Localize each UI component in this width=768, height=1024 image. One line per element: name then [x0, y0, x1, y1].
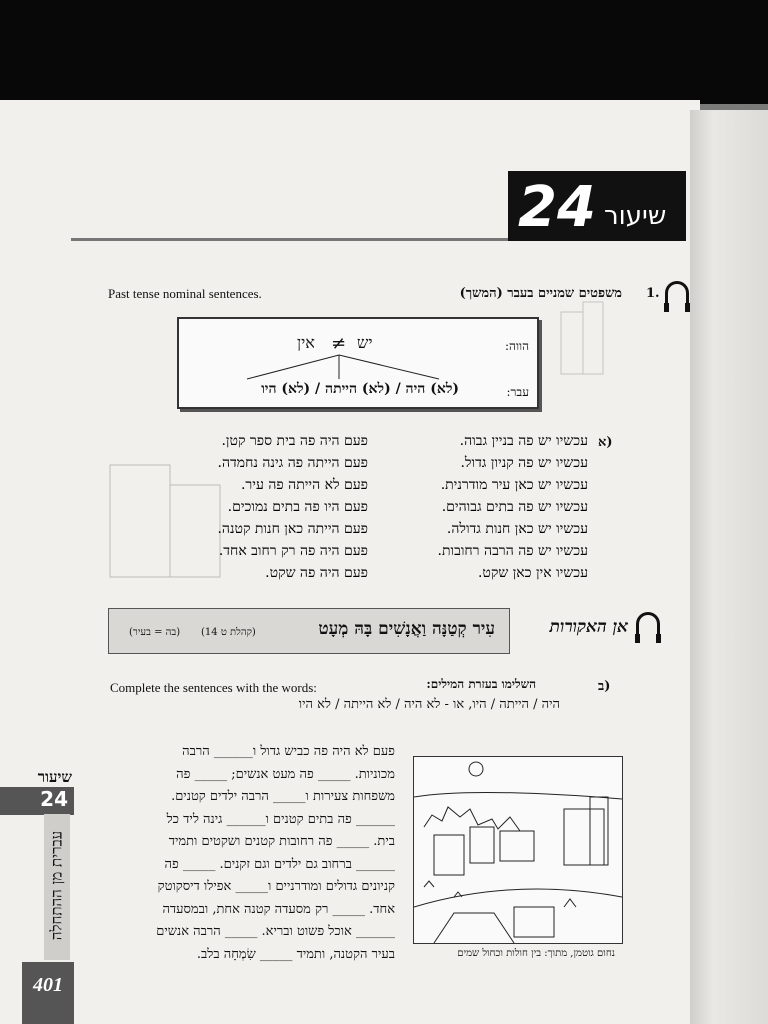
lesson-number: 24 [518, 175, 596, 240]
word-bank: היה / הייתה / היו, או - לא היה / לא הייתה / לא היו [298, 697, 560, 712]
side-tab-label: שיעור [37, 768, 72, 786]
town-drawing [413, 756, 623, 944]
town-sketch [414, 757, 622, 943]
headphones-icon [665, 281, 689, 304]
paragraph-line: קניונים גדולים ומודרניים ו_____ אפילו דיסקוטק [157, 879, 395, 894]
page-number: 401 [33, 974, 63, 996]
past-forms: (לא) היה / (לא) הייתה / (לא) היו [261, 381, 459, 397]
section-hebrew-title: משפטים שמניים בעבר (המשך) [459, 286, 622, 301]
banner-note: (בה = בעיר) [129, 627, 181, 638]
quote-banner [108, 608, 510, 654]
paragraph-line: אחד. _____ רק מסעדה קטנה אחת, ובמסעדה [162, 901, 395, 917]
paragraph-line: בית. _____ פה רחובות קטנים ושקטים ותמיד [168, 834, 395, 849]
banner-source: (קהלת ט 14) [201, 627, 256, 638]
present-label: הווה: [505, 339, 529, 353]
list-item: פעם היו פה בתים נמוכים. [227, 499, 368, 515]
list-item: פעם לא הייתה פה עיר. [240, 477, 368, 493]
banner-title: אן האקורות [549, 617, 628, 637]
exercise-a-left-column [188, 430, 368, 584]
list-item: עכשיו יש כאן חנות גדולה. [446, 521, 588, 537]
list-item: פעם היה פה רק רחוב אחד. [218, 543, 368, 559]
lesson-header-box [508, 171, 686, 241]
branch-lines [239, 353, 479, 383]
page-number-box [22, 962, 74, 1024]
paragraph-line: משפחות צעירות ו_____ הרבה ילדים קטנים. [171, 789, 395, 804]
list-item: פעם היה פה שקט. [265, 565, 368, 581]
paragraph-line: מכוניות. _____ פה מעט אנשים; _____ פה [176, 766, 395, 782]
exercise-b-english-instruction: Complete the sentences with the words: [110, 680, 317, 695]
paragraph-line: ______ פה בתים קטנים ו______ גינה ליד כל [166, 811, 395, 827]
side-tab-strip [44, 814, 70, 960]
fill-in-paragraph [155, 741, 395, 966]
side-tab-number: 24 [40, 787, 68, 811]
exercise-b-label: ב) [598, 679, 611, 694]
exercise-a-right-column [388, 430, 588, 584]
list-item: פעם הייתה כאן חנות קטנה. [217, 521, 368, 537]
paragraph-line: ______ אוכל פשוט ובריא. _____ הרבה אנשים [156, 924, 395, 939]
present-ein: אין [297, 333, 315, 352]
grammar-box [177, 317, 539, 409]
adjacent-page-edge [690, 110, 768, 1024]
list-item: עכשיו אין כאן שקט. [477, 565, 588, 581]
past-label: עבר: [506, 385, 529, 399]
exercise-b-hebrew-instruction: השלימו בעזרת המילים: [426, 677, 536, 691]
paragraph-line: בעיר הקטנה, ותמיד _____ שִׂמְחָה בלב. [196, 946, 395, 962]
list-item: פעם היה פה בית ספר קטן. [221, 433, 368, 449]
list-item: עכשיו יש פה בניין גבוה. [459, 433, 588, 449]
tower-illustration [553, 298, 613, 378]
section-number: 1. [646, 286, 660, 301]
lesson-word: שיעור [604, 201, 667, 231]
list-item: עכשיו יש כאן עיר מודרנית. [440, 477, 588, 493]
banner-quote: עִיר קְטַנָּה וַאֲנָשִׁים בָּהּ מְעָט [318, 619, 495, 639]
exercise-a-label: א) [598, 435, 613, 450]
headphones-icon [636, 612, 660, 635]
drawing-caption: נחום גוטמן, מתוך: בין חולות וכחול שמים [457, 948, 615, 959]
list-item: עכשיו יש פה קניון גדול. [460, 455, 588, 471]
list-item: פעם הייתה פה גינה נחמדה. [217, 455, 368, 471]
list-item: עכשיו יש פה בתים גבוהים. [441, 499, 588, 515]
not-equal-icon: ≠ [331, 333, 347, 354]
side-tab-number-box [0, 787, 74, 815]
list-item: עכשיו יש פה הרבה רחובות. [437, 543, 588, 559]
scan-top-border [0, 0, 768, 104]
section-english-title: Past tense nominal sentences. [108, 286, 262, 301]
paragraph-line: פעם לא היה פה כביש גדול ו______ הרבה [182, 744, 395, 759]
side-tab-vertical-title: עברית מן ההתחלה [47, 830, 66, 941]
present-yesh: יש [357, 333, 373, 352]
header-rule [71, 238, 508, 241]
paragraph-line: ______ ברחוב גם ילדים וגם זקנים. _____ פה [164, 856, 395, 872]
